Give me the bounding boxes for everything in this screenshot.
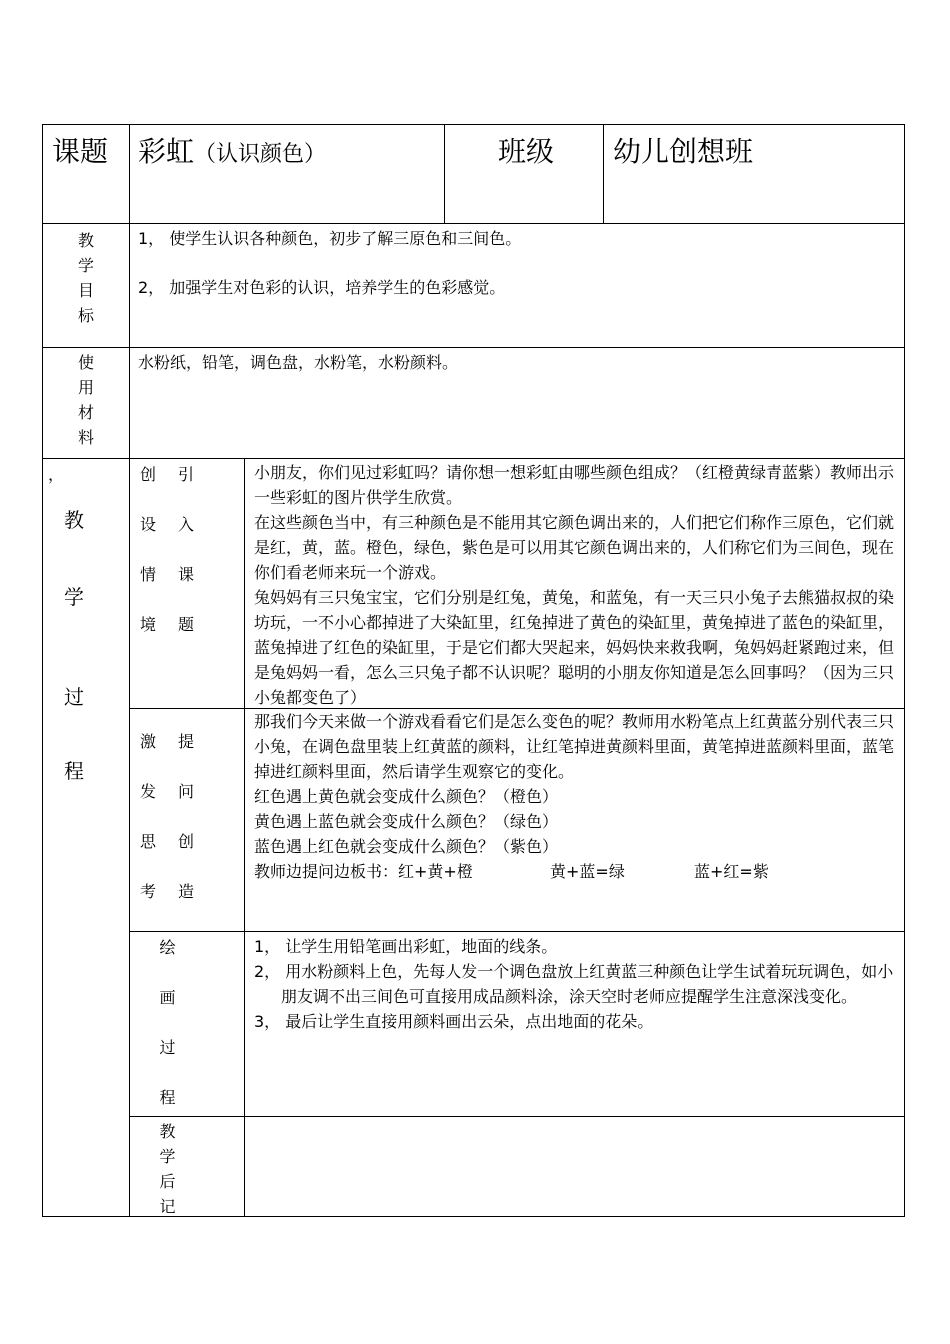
drawing-step: 3， 最后让学生直接用颜料画出云朵，点出地面的花朵。 [254, 1012, 654, 1031]
goals-label-char: 标 [77, 306, 94, 325]
think-label-char: 思 [140, 832, 157, 851]
think-label-char: 发 [140, 782, 157, 801]
intro-label-char: 境 [140, 615, 157, 634]
drawing-steps [254, 934, 899, 1034]
process-label-char: 程 [64, 759, 84, 783]
intro-label-char: 创 [140, 465, 157, 484]
intro-label-char: 入 [178, 515, 195, 534]
class-label: 班级 [498, 135, 555, 168]
topic-main: 彩虹 [138, 135, 195, 168]
reflection-label-char: 教 [159, 1122, 176, 1141]
think-label-char: 问 [178, 782, 195, 801]
think-paragraph: 红色遇上黄色就会变成什么颜色？（橙色） [254, 787, 559, 806]
class-value: 幼儿创想班 [613, 135, 754, 168]
reflection-label [130, 1119, 205, 1219]
process-label-char: 学 [64, 585, 84, 609]
intro-content [254, 460, 899, 710]
drawing-label-char: 程 [159, 1088, 176, 1107]
intro-label-char: 课 [178, 565, 195, 584]
intro-label-char: 设 [140, 515, 157, 534]
table-line [42, 347, 905, 348]
topic-label: 课题 [52, 135, 109, 168]
table-line [603, 124, 604, 224]
table-line [244, 458, 245, 1217]
materials-text: 水粉纸，铅笔，调色盘，水粉笔，水粉颜料。 [138, 353, 459, 372]
topic-sub: （认识颜色） [194, 142, 327, 167]
intro-label-char: 引 [178, 465, 195, 484]
drawing-label-char: 过 [159, 1038, 176, 1057]
think-label-char: 激 [140, 732, 157, 751]
board-c: 蓝+红=紫 [694, 862, 769, 881]
think-paragraph: 那我们今天来做一个游戏看看它们是怎么变色的呢？教师用水粉笔点上红黄蓝分别代表三只小兔，在调色盘里装上红黄蓝的颜料，让红笔掉进黄颜料里面，黄笔掉进蓝颜料里面，蓝笔掉进红颜料里面，然后请学生观察它的变化。 [254, 712, 895, 781]
materials-label-char: 材 [77, 403, 94, 422]
process-label-char: 教 [64, 508, 84, 532]
intro-paragraph: 兔妈妈有三只兔宝宝，它们分别是红兔，黄兔，和蓝兔，有一天三只小兔子去熊猫叔叔的染坊玩，一不小心都掉进了大染缸里，红兔掉进了黄色的染缸里，黄兔掉进了蓝色的染缸里，蓝兔掉进了红色的染缸里，于是它们都大哭起来，妈妈快来救我啊，兔妈妈赶紧跑过来，但是兔妈妈一看，怎么三只兔子都不认识呢？聪明的小朋友你知道是怎么回事吗？（因为三只小兔都变色了） [254, 588, 895, 707]
goals-label-char: 教 [77, 231, 94, 250]
topic-title [138, 134, 326, 170]
reflection-label-char: 后 [159, 1172, 176, 1191]
reflection-label-char: 记 [159, 1197, 176, 1216]
board-b: 黄+蓝=绿 [550, 862, 625, 881]
board-label: 教师边提问边板书：红+黄+橙 [254, 862, 473, 881]
intro-label-char: 情 [140, 565, 157, 584]
materials-label-char: 用 [77, 378, 94, 397]
reflection-label-char: 学 [159, 1147, 176, 1166]
goals-list [138, 226, 898, 300]
materials-label [43, 350, 129, 450]
intro-paragraph: 在这些颜色当中，有三种颜色是不能用其它颜色调出来的，人们把它们称作三原色，它们就是红，黄，蓝。橙色，绿色，紫色是可以用其它颜色调出来的，人们称它们为三间色，现在你们看老师来玩一个游戏。 [254, 513, 895, 582]
process-label-char: 过 [64, 685, 84, 709]
think-label-char: 造 [178, 882, 195, 901]
board-line [254, 859, 899, 884]
goal-item: 1， 使学生认识各种颜色，初步了解三原色和三间色。 [138, 229, 522, 248]
goals-label [43, 228, 129, 328]
think-paragraph: 蓝色遇上红色就会变成什么颜色？（紫色） [254, 837, 559, 856]
drawing-step: 1， 让学生用铅笔画出彩虹，地面的线条。 [254, 937, 558, 956]
think-content [254, 709, 899, 884]
goal-item: 2， 加强学生对色彩的认识，培养学生的色彩感觉。 [138, 278, 506, 297]
think-label-char: 创 [178, 832, 195, 851]
table-line [42, 458, 905, 459]
materials-label-char: 使 [77, 353, 94, 372]
table-line [129, 1116, 905, 1117]
process-mark: ， [48, 465, 65, 484]
goals-label-char: 学 [77, 256, 94, 275]
table-line [42, 124, 905, 125]
drawing-step: 2， 用水粉颜料上色，先每人发一个调色盘放上红黄蓝三种颜色让学生试着玩玩调色，如小朋友调不出三间色可直接用成品颜料涂，涂天空时老师应提醒学生注意深浅变化。 [254, 962, 894, 1006]
intro-label-char: 题 [178, 615, 195, 634]
intro-paragraph: 小朋友，你们见过彩虹吗？请你想一想彩虹由哪些颜色组成？（红橙黄绿青蓝紫）教师出示一些彩虹的图片供学生欣赏。 [254, 463, 895, 507]
table-line [904, 124, 905, 1217]
goals-label-char: 目 [77, 281, 94, 300]
materials-label-char: 料 [77, 428, 94, 447]
table-line [444, 124, 445, 224]
drawing-label-char: 画 [159, 988, 176, 1007]
think-label-char: 考 [140, 882, 157, 901]
drawing-label-char: 绘 [159, 938, 176, 957]
think-paragraph: 黄色遇上蓝色就会变成什么颜色？（绿色） [254, 812, 559, 831]
table-line [129, 931, 905, 932]
table-line [42, 223, 905, 224]
think-label-char: 提 [178, 732, 195, 751]
